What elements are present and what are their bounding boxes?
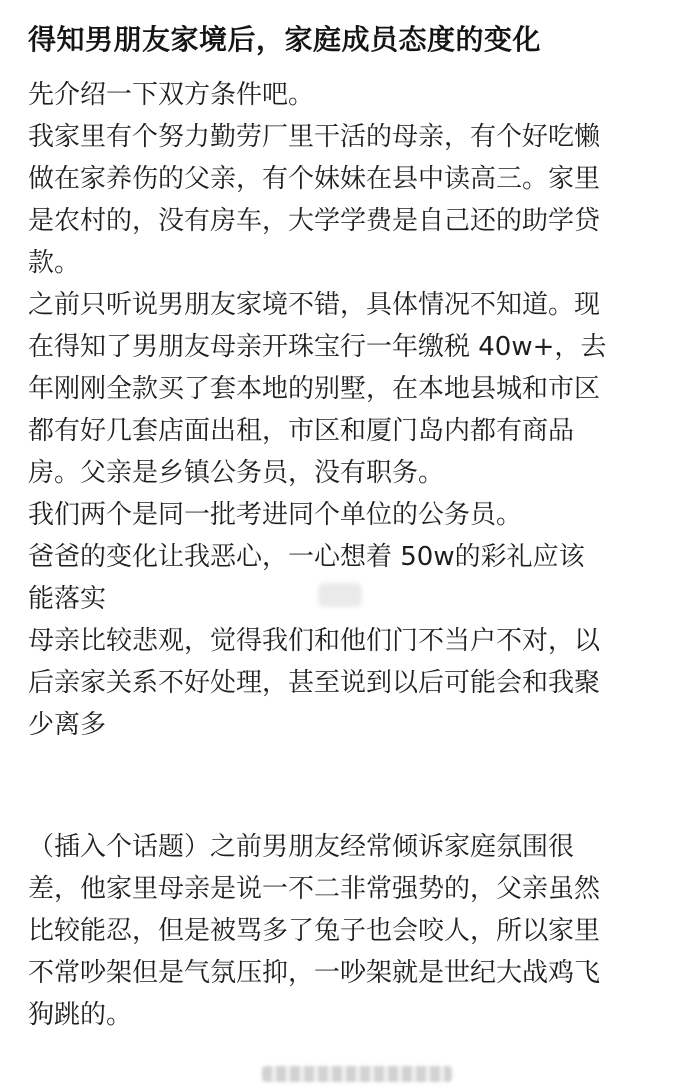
post-line: 狗跳的。 — [28, 1000, 133, 1030]
post-line: 都有好几套店面出租，市区和厦门岛内都有商品 — [28, 416, 575, 446]
post-line: 比较能忍，但是被骂多了兔子也会咬人，所以家里 — [28, 916, 601, 946]
post-line: （插入个话题）之前男朋友经常倾诉家庭氛围很 — [28, 832, 575, 862]
post-line: 在得知了男朋友母亲开珠宝行一年缴税 40w+，去 — [28, 332, 607, 362]
post-line: 之前只听说男朋友家境不错，具体情况不知道。现 — [28, 290, 601, 320]
post-line: 少离多 — [28, 710, 107, 740]
post-line: 差，他家里母亲是说一不二非常强势的，父亲虽然 — [28, 874, 601, 904]
post-line: 款。 — [28, 248, 81, 278]
post-line: 我们两个是同一批考进同个单位的公务员。 — [28, 500, 523, 530]
post-line: 母亲比较悲观，觉得我们和他们门不当户不对，以 — [28, 626, 601, 656]
post-title: 得知男朋友家境后，家庭成员态度的变化 — [28, 23, 542, 56]
post-line: 后亲家关系不好处理，甚至说到以后可能会和我聚 — [28, 668, 601, 698]
post-body — [28, 74, 670, 1036]
post-line: 不常吵架但是气氛压抑，一吵架就是世纪大战鸡飞 — [28, 958, 601, 988]
post-line: 能落实 — [28, 584, 107, 614]
post-line: 先介绍一下双方条件吧。 — [28, 80, 315, 110]
post-line: 我家里有个努力勤劳厂里干活的母亲，有个好吃懒 — [28, 122, 601, 152]
post-line: 爸爸的变化让我恶心，一心想着 50w的彩礼应该 — [28, 542, 585, 572]
post-line: 房。父亲是乡镇公务员，没有职务。 — [28, 458, 445, 488]
post-line: 是农村的，没有房车，大学学费是自己还的助学贷 — [28, 206, 601, 236]
watermark-overlay — [262, 1066, 452, 1082]
post-line: 做在家养伤的父亲，有个妹妹在县中读高三。家里 — [28, 164, 601, 194]
watermark-overlay — [318, 583, 362, 607]
paragraph-gap — [28, 746, 670, 826]
post-line: 年刚刚全款买了套本地的别墅，在本地县城和市区 — [28, 374, 601, 404]
